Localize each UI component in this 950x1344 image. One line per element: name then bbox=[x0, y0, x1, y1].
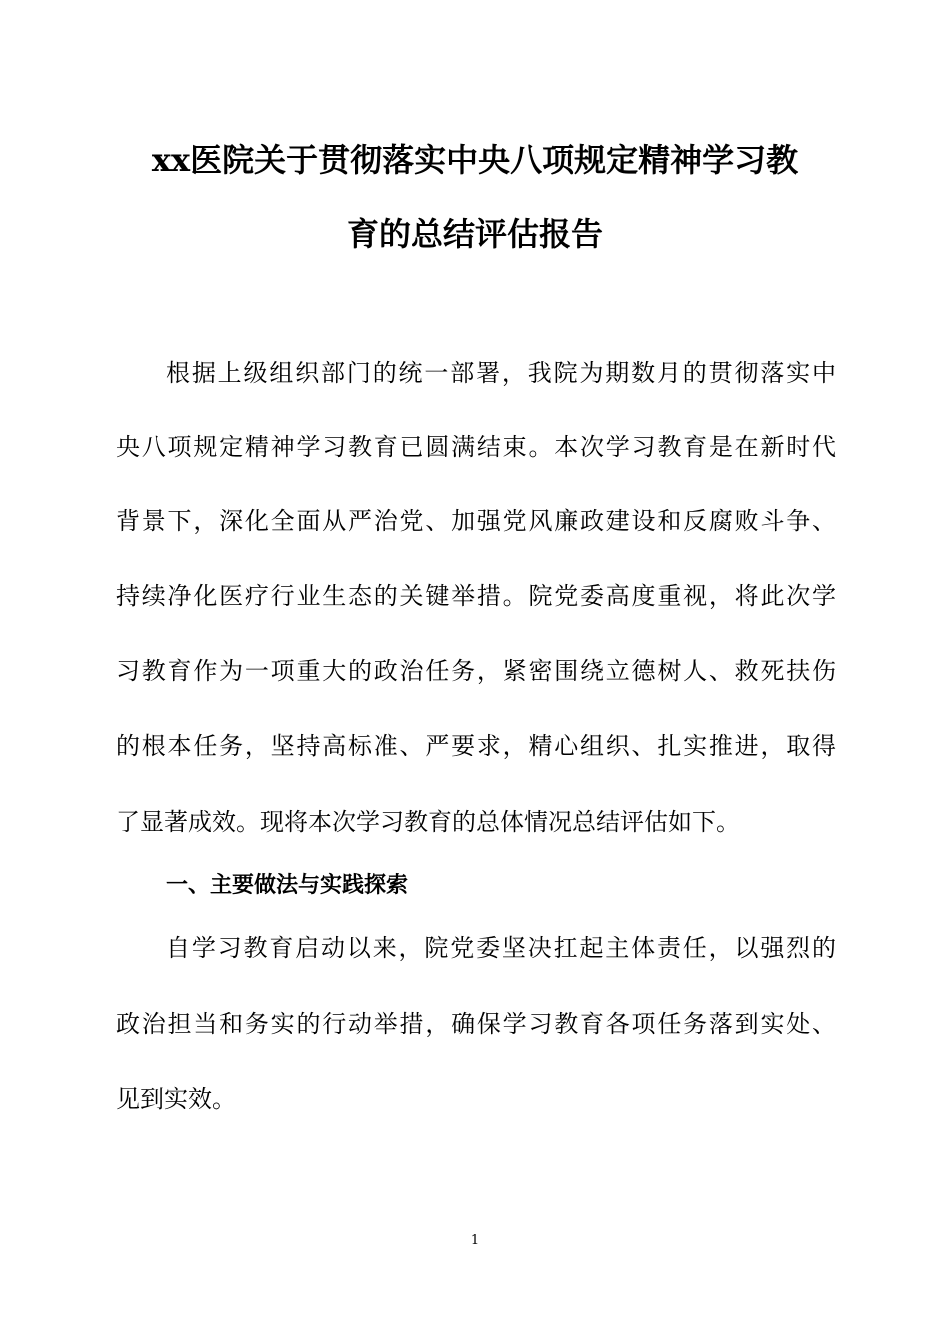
paragraph-1-line-7: 了显著成效。现将本次学习教育的总体情况总结评估如下。 bbox=[116, 808, 740, 836]
paragraph-2-line-1: 自学习教育启动以来，院党委坚决扛起主体责任，以强烈的 bbox=[166, 934, 836, 962]
paragraph-1-line-1: 根据上级组织部门的统一部署，我院为期数月的贯彻落实中 bbox=[166, 359, 836, 387]
paragraph-2-line-2: 政治担当和务实的行动举措，确保学习教育各项任务落到实处、 bbox=[116, 1010, 836, 1038]
paragraph-1-line-2: 央八项规定精神学习教育已圆满结束。本次学习教育是在新时代 bbox=[116, 433, 836, 461]
document-title-line-2: 育的总结评估报告 bbox=[346, 215, 603, 253]
document-title-line-1: xx医院关于贯彻落实中央八项规定精神学习教 bbox=[151, 141, 799, 179]
page-number: 1 bbox=[470, 1233, 480, 1248]
paragraph-2-line-3: 见到实效。 bbox=[116, 1085, 236, 1113]
section-1-heading: 一、主要做法与实践探索 bbox=[166, 873, 409, 898]
paragraph-1-line-3: 背景下，深化全面从严治党、加强党风廉政建设和反腐败斗争、 bbox=[116, 507, 836, 535]
paragraph-1-line-4: 持续净化医疗行业生态的关键举措。院党委高度重视，将此次学 bbox=[116, 582, 836, 610]
paragraph-1-line-5: 习教育作为一项重大的政治任务，紧密围绕立德树人、救死扶伤 bbox=[116, 657, 836, 685]
paragraph-1-line-6: 的根本任务，坚持高标准、严要求，精心组织、扎实推进，取得 bbox=[116, 732, 836, 760]
